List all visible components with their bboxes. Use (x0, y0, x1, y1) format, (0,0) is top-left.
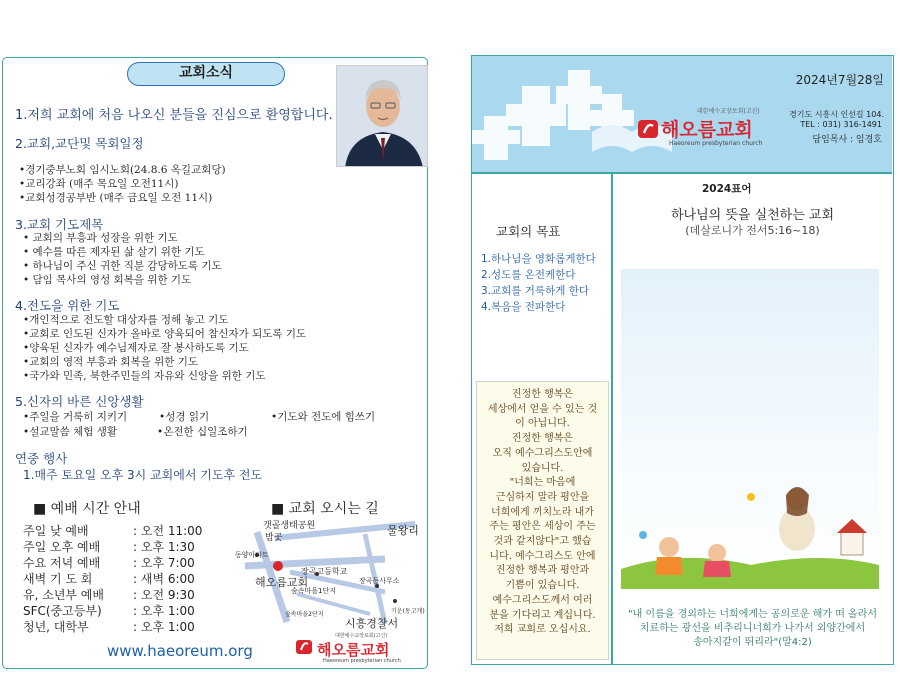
message-line: 기쁨이 있습니다. (505, 580, 580, 592)
news-title: 교회소식 (127, 62, 285, 86)
evangelism-item: •개인적으로 전도할 대상자를 정해 놓고 기도 (23, 314, 229, 326)
worship-time: : 오전 9:30 (133, 588, 195, 602)
logo-name: 해오름교회 (661, 119, 753, 141)
message-line: 세상에서 얻을 수 있는 것 (487, 403, 598, 415)
faith-life-item: •설교말씀 체험 생활 (23, 426, 118, 438)
message-line: 분을 기다리고 계십니다. (489, 609, 596, 621)
map-label-school: 장곡고등학교 (301, 567, 348, 576)
banner (472, 56, 892, 172)
worship-time: : 오후 1:00 (133, 620, 195, 634)
faith-life-item: •기도와 전도에 힘쓰기 (271, 411, 376, 423)
prayer-item: • 교회의 부흥과 성장을 위한 기도 (23, 232, 178, 244)
faith-life-item: •주일을 거룩히 지키기 (23, 411, 128, 423)
quote-line: 송아지같이 뛰리라"(말4:2) (693, 637, 812, 648)
worship-row (23, 586, 213, 602)
bulletin-date: 2024년7월28일 (795, 73, 884, 87)
goal-item: 2.성도를 온전케한다 (481, 269, 576, 281)
worship-time: : 새벽 6:00 (133, 572, 195, 586)
message-line: 니다. 예수그리스도 안에 (489, 550, 596, 562)
church-marker (273, 561, 283, 571)
church-address: 경기도 시흥시 인선길 104. (789, 110, 884, 119)
worship-time: : 오전 11:00 (133, 524, 203, 538)
evangelism-heading: 4.전도을 위한 기도 (15, 298, 120, 313)
church-logo-small (295, 632, 405, 666)
website-link[interactable]: www.haeoreum.org (107, 642, 253, 660)
motto-title: 하나님의 뜻을 실천하는 교회 (670, 208, 835, 223)
message-line: 이 아닙니다. (515, 418, 570, 430)
worship-name: SFC(중고등부) (23, 604, 102, 618)
church-logo-mark (637, 118, 659, 140)
quote-line: 치료하는 광선을 비추리니너희가 나가서 외양간에서 (639, 623, 866, 634)
worship-table (23, 522, 213, 634)
goal-item: 4.복음을 전파한다 (481, 301, 566, 313)
message-line: 주는 평안은 세상이 주는 (489, 521, 596, 533)
faith-life-item: •온전한 십일조하기 (157, 426, 248, 438)
goals-heading: 교회의 목표 (496, 224, 561, 239)
worship-time: : 오후 1:00 (133, 604, 195, 618)
goal-item: 3.교회를 거룩하게 한다 (481, 285, 589, 297)
worship-row (23, 618, 213, 634)
logo-denom: 대한예수교장로회(고신) (697, 108, 760, 115)
logo-eng: Haeoreum presbyterian church (323, 658, 401, 664)
map-label-bamgol: 밤곳 (265, 533, 283, 543)
map-label-apt: 동양아파트 (235, 551, 269, 559)
prayer-item: • 담임 목사의 영성 회복을 위한 기도 (23, 274, 192, 286)
faith-life-item: •성경 읽기 (159, 411, 210, 423)
message-line: 너희에게 끼치노라 내가 (491, 506, 594, 518)
worship-name: 청년, 대학부 (23, 620, 89, 634)
worship-name: 주일 오후 예배 (23, 540, 101, 554)
worship-time: : 오후 1:30 (133, 540, 195, 554)
worship-time: : 오후 7:00 (133, 556, 195, 570)
map-label-police: 시흥경찰서 (345, 617, 399, 630)
goal-item: 1.하나님을 영화롭게한다 (481, 253, 596, 265)
church-logo (637, 106, 763, 154)
map-label-maeul: 숲속마을1단지 (291, 587, 337, 595)
prayer-item: • 하나님이 주신 귀한 직분 감당하도록 기도 (23, 260, 222, 272)
message-line: 근심하지 말라 평안을 (495, 491, 590, 503)
evangelism-item: •교회로 인도된 신자가 올바로 양육되어 참신자가 되도록 기도 (23, 328, 307, 340)
message-line: 오직 예수그리스도안에 (492, 447, 593, 459)
logo-name: 해오름교회 (317, 641, 390, 659)
events-item: 1.매주 토요일 오후 3시 교회에서 기도후 전도 (23, 468, 263, 482)
map-label-mulwangri: 물왕리 (387, 524, 419, 537)
message-line: 저희 교회로 오십시요. (494, 624, 591, 636)
senior-pastor: 담임목사 : 임경호 (812, 135, 882, 145)
church-logo-mark (295, 638, 313, 656)
evangelism-item: •양육된 신자가 예수님제자로 잘 봉사하도록 기도 (23, 342, 249, 354)
map-label-gidong: 기운(동고개) (391, 608, 425, 615)
map-label-church: 해오름교회 (255, 576, 309, 589)
worship-row (23, 538, 213, 554)
message-line: 진정한 행복은 (511, 433, 574, 445)
worship-row (23, 570, 213, 586)
church-tel: TEL : 031) 316-1491 (800, 120, 882, 129)
logo-eng: Haeoreum presbyterian church (669, 140, 763, 147)
church-map (235, 514, 425, 629)
worship-name: 유, 소년부 예배 (23, 588, 104, 602)
church-goals (472, 174, 611, 374)
worship-name: 수요 저녁 예배 (23, 556, 101, 570)
message-line: 예수그리스도께서 여러 (492, 594, 593, 606)
motto-label: 2024표어 (702, 183, 752, 195)
prayer-heading: 3.교회 기도제목 (15, 217, 104, 232)
message-line: 있습니다. (521, 462, 564, 474)
message-line: 것과 같지않다"고 했습 (493, 536, 592, 548)
evangelism-item: •교회의 영적 부흥과 회복을 위한 기도 (23, 356, 199, 368)
scripture-quote (613, 608, 892, 650)
faith-life-heading: 5.신자의 바른 신앙생활 (15, 394, 144, 409)
worship-name: 새벽 기 도 회 (23, 572, 93, 586)
divider (611, 172, 613, 664)
map-label-hall: 장곡동사무소 (359, 577, 400, 585)
prayer-item: • 예수를 따른 제자된 삶 살기 위한 기도 (23, 246, 205, 258)
worship-row (23, 602, 213, 618)
quote-line: "내 이름을 경외하는 너희에게는 공의로운 해가 떠 올라서 (627, 609, 878, 620)
events-heading: 연중 행사 (15, 451, 68, 466)
map-label-gongwon: 숲속마을2단지 (285, 611, 324, 618)
schedule-item: •교회성경공부반 (매주 금요일 오전 11시) (19, 192, 213, 204)
map-heading: ■ 교회 오시는 길 (271, 501, 379, 517)
welcome-line: 1.저희 교회에 처음 나오신 분들을 진심으로 환영합니다. (15, 108, 333, 123)
church-news-panel (2, 57, 428, 669)
happiness-message (476, 381, 609, 660)
schedule-heading: 2.교회,교단및 목회일정 (15, 136, 144, 151)
map-label-park: 갯골생태공원 (263, 521, 316, 531)
motto-reference: (데살로니가 전서5:16~18) (685, 224, 820, 237)
message-line: 진정한 행복은 (511, 389, 574, 400)
logo-denom: 대한예수교장로회(고신) (335, 633, 388, 639)
bulletin-cover-panel (471, 55, 894, 665)
message-line: "너희는 마음에 (509, 477, 576, 489)
worship-name: 주일 낮 예배 (23, 524, 89, 538)
evangelism-item: •국가와 민족, 북한주민들의 자유와 신앙을 위한 기도 (23, 370, 266, 382)
pastor-photo (336, 65, 428, 167)
schedule-item: •경기중부노회 임시노회(24.8.6 옥길교회당) (19, 164, 226, 176)
worship-row (23, 554, 213, 570)
schedule-item: •교리강좌 (매주 목요일 오전11시) (19, 178, 179, 190)
cover-illustration (621, 269, 879, 589)
worship-row (23, 522, 213, 538)
message-line: 진정한 행복과 평안과 (495, 565, 590, 577)
worship-heading: ■ 예배 시간 안내 (33, 501, 141, 517)
